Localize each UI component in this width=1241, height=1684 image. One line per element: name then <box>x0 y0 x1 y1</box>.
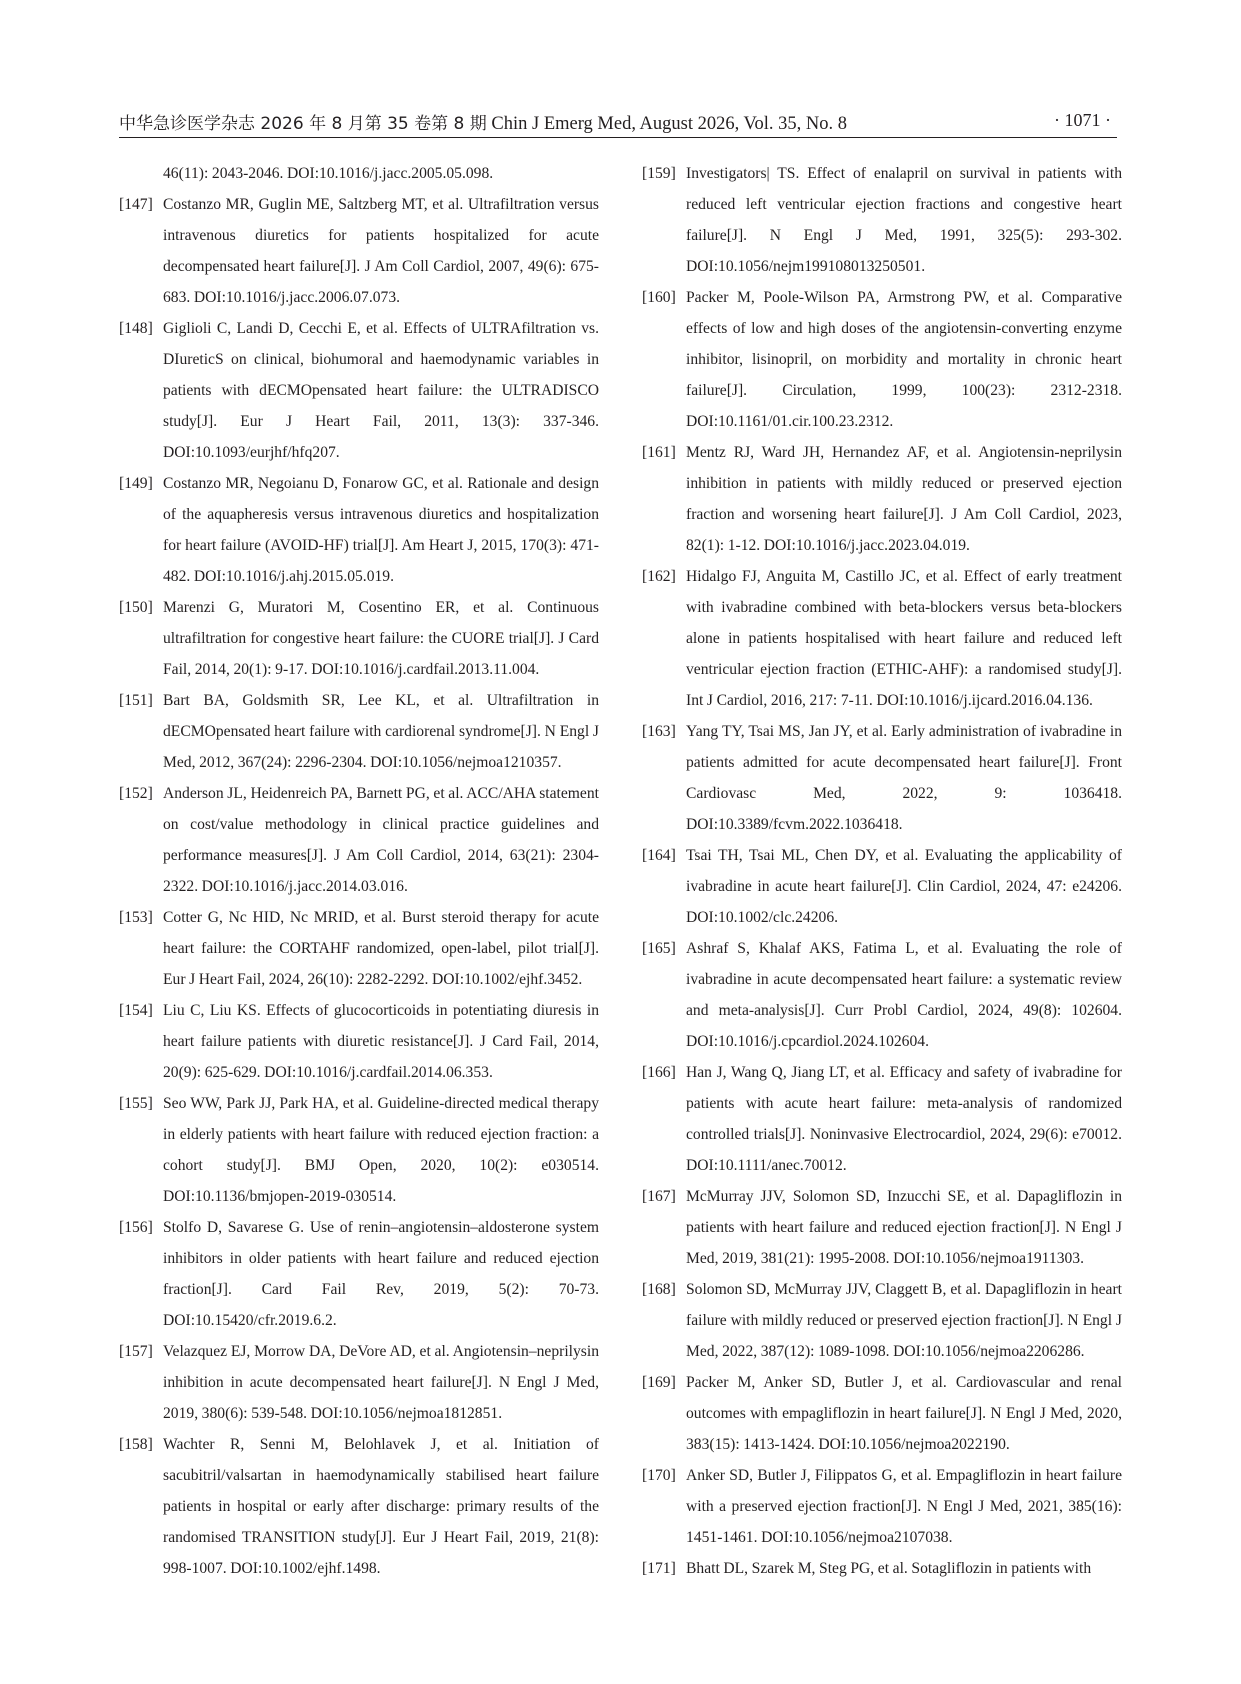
reference-number: [170] <box>642 1467 676 1484</box>
reference-number: [161] <box>642 444 676 461</box>
reference-entry <box>119 1336 599 1429</box>
references-right-column <box>642 158 1122 1584</box>
reference-entry <box>642 1460 1122 1553</box>
running-header <box>119 107 1117 138</box>
reference-entry <box>119 468 599 592</box>
reference-number: [152] <box>119 785 153 802</box>
reference-text: Costanzo MR, Guglin ME, Saltzberg MT, et al. Ultrafiltration versus intravenous diuretics for patients hospitalized for acute decompensated heart failure[J]. J Am Coll Cardiol, 2007, 49(6): 675-683. DOI:10.1016/j.jacc.2006.07.073. <box>163 196 599 306</box>
reference-number: [158] <box>119 1436 153 1453</box>
reference-text: Bhatt DL, Szarek M, Steg PG, et al. Sotagliflozin in patients with <box>686 1560 1092 1577</box>
reference-text: Packer M, Poole-Wilson PA, Armstrong PW, et al. Comparative effects of low and high doses of the angiotensin-converting enzyme inhibitor, lisinopril, on morbidity and mortality in chronic heart failure[J]. Circulation, 1999, 100(23): 2312-2318. DOI:10.1161/01.cir.100.23.2312. <box>686 289 1122 430</box>
reference-number: [163] <box>642 723 676 740</box>
reference-text: Mentz RJ, Ward JH, Hernandez AF, et al. Angiotensin-neprilysin inhibition in patients with mildly reduced or preserved ejection fraction and worsening heart failure[J]. J Am Coll Cardiol, 2023, 82(1): 1-12. DOI:10.1016/j.jacc.2023.04.019. <box>686 444 1122 554</box>
reference-text: Bart BA, Goldsmith SR, Lee KL, et al. Ultrafiltration in dECMOpensated heart failure with cardiorenal syndrome[J]. N Engl J Med, 2012, 367(24): 2296-2304. DOI:10.1056/nejmoa1210357. <box>163 692 599 771</box>
reference-number: [162] <box>642 568 676 585</box>
reference-entry <box>642 1367 1122 1460</box>
reference-text: Cotter G, Nc HID, Nc MRID, et al. Burst steroid therapy for acute heart failure: the CORTAHF randomized, open-label, pilot trial[J]. Eur J Heart Fail, 2024, 26(10): 2282-2292. DOI:10.1002/ejhf.3452. <box>163 909 599 988</box>
reference-entry <box>119 685 599 778</box>
reference-entry <box>119 995 599 1088</box>
reference-text: Liu C, Liu KS. Effects of glucocorticoids in potentiating diuresis in heart failure patients with diuretic resistance[J]. J Card Fail, 2014, 20(9): 625-629. DOI:10.1016/j.cardfail.2014.06.353. <box>163 1002 599 1081</box>
reference-text: Investigators| TS. Effect of enalapril on survival in patients with reduced left ventricular ejection fractions and congestive heart failure[J]. N Engl J Med, 1991, 325(5): 293-302. DOI:10.1056/nejm199108013250501. <box>686 165 1122 275</box>
reference-number: [166] <box>642 1064 676 1081</box>
reference-number: [156] <box>119 1219 153 1236</box>
reference-text: Solomon SD, McMurray JJV, Claggett B, et al. Dapagliflozin in heart failure with mildly reduced or preserved ejection fraction[J]. N Engl J Med, 2022, 387(12): 1089-1098. DOI:10.1056/nejmoa2206286. <box>686 1281 1122 1360</box>
reference-text: Tsai TH, Tsai ML, Chen DY, et al. Evaluating the applicability of ivabradine in acute heart failure[J]. Clin Cardiol, 2024, 47: e24206. DOI:10.1002/clc.24206. <box>686 847 1122 926</box>
reference-number: [153] <box>119 909 153 926</box>
reference-number: [169] <box>642 1374 676 1391</box>
reference-entry <box>119 1088 599 1212</box>
reference-text: Costanzo MR, Negoianu D, Fonarow GC, et al. Rationale and design of the aquapheresis versus intravenous diuretics and hospitalization for heart failure (AVOID-HF) trial[J]. Am Heart J, 2015, 170(3): 471-482. DOI:10.1016/j.ahj.2015.05.019. <box>163 475 599 585</box>
reference-text: Giglioli C, Landi D, Cecchi E, et al. Effects of ULTRAfiltration vs. DIureticS on clinical, biohumoral and haemodynamic variables in patients with dECMOpensated heart failure: the ULTRADISCO study[J]. Eur J Heart Fail, 2011, 13(3): 337-346. DOI:10.1093/eurjhf/hfq207. <box>163 320 599 461</box>
reference-entry <box>642 1274 1122 1367</box>
reference-entry <box>642 1057 1122 1181</box>
reference-entry <box>642 561 1122 716</box>
reference-number: [159] <box>642 165 676 182</box>
reference-text: Velazquez EJ, Morrow DA, DeVore AD, et al. Angiotensin–neprilysin inhibition in acute decompensated heart failure[J]. N Engl J Med, 2019, 380(6): 539-548. DOI:10.1056/nejmoa1812851. <box>163 1343 599 1422</box>
reference-entry <box>119 189 599 313</box>
journal-citation-cn: 中华急诊医学杂志 2026 年 8 月第 35 卷第 8 期 <box>119 114 487 134</box>
reference-entry <box>642 1553 1122 1584</box>
reference-text: Anker SD, Butler J, Filippatos G, et al. Empagliflozin in heart failure with a preserved ejection fraction[J]. N Engl J Med, 2021, 385(16): 1451-1461. DOI:10.1056/nejmoa2107038. <box>686 1467 1122 1546</box>
reference-text: Marenzi G, Muratori M, Cosentino ER, et al. Continuous ultrafiltration for congestive heart failure: the CUORE trial[J]. J Card Fail, 2014, 20(1): 9-17. DOI:10.1016/j.cardfail.2013.11.004. <box>163 599 599 678</box>
reference-entry <box>642 158 1122 282</box>
reference-text: McMurray JJV, Solomon SD, Inzucchi SE, et al. Dapagliflozin in patients with heart failure and reduced ejection fraction[J]. N Engl J Med, 2019, 381(21): 1995-2008. DOI:10.1056/nejmoa1911303. <box>686 1188 1122 1267</box>
reference-text: Anderson JL, Heidenreich PA, Barnett PG, et al. ACC/AHA statement on cost/value methodology in clinical practice guidelines and performance measures[J]. J Am Coll Cardiol, 2014, 63(21): 2304-2322. DOI:10.1016/j.jacc.2014.03.016. <box>163 785 599 895</box>
reference-text: Packer M, Anker SD, Butler J, et al. Cardiovascular and renal outcomes with empagliflozin in heart failure[J]. N Engl J Med, 2020, 383(15): 1413-1424. DOI:10.1056/nejmoa2022190. <box>686 1374 1122 1453</box>
reference-text: Han J, Wang Q, Jiang LT, et al. Efficacy and safety of ivabradine for patients with acute heart failure: meta-analysis of randomized controlled trials[J]. Noninvasive Electrocardiol, 2024, 29(6): e70012. DOI:10.1111/anec.70012. <box>686 1064 1122 1174</box>
reference-number: [157] <box>119 1343 153 1360</box>
reference-number: [164] <box>642 847 676 864</box>
reference-entry <box>119 902 599 995</box>
reference-number: [151] <box>119 692 153 709</box>
reference-entry <box>642 840 1122 933</box>
reference-number: [171] <box>642 1560 676 1577</box>
reference-entry <box>642 282 1122 437</box>
reference-entry <box>642 1181 1122 1274</box>
reference-entry <box>642 716 1122 840</box>
reference-number: [160] <box>642 289 676 306</box>
reference-text: Yang TY, Tsai MS, Jan JY, et al. Early administration of ivabradine in patients admitted for acute decompensated heart failure[J]. Front Cardiovasc Med, 2022, 9: 1036418. DOI:10.3389/fcvm.2022.1036418. <box>686 723 1122 833</box>
reference-number: [147] <box>119 196 153 213</box>
reference-entry <box>119 778 599 902</box>
reference-entry <box>119 1212 599 1336</box>
references-left-column <box>119 158 599 1584</box>
reference-text: Wachter R, Senni M, Belohlavek J, et al. Initiation of sacubitril/valsartan in haemodynamically stabilised heart failure patients in hospital or early after discharge: primary results of the randomised TRANSITION study[J]. Eur J Heart Fail, 2019, 21(8): 998-1007. DOI:10.1002/ejhf.1498. <box>163 1436 599 1577</box>
reference-number: [149] <box>119 475 153 492</box>
journal-citation <box>119 109 847 135</box>
reference-entry <box>642 933 1122 1057</box>
reference-continuation <box>119 158 599 189</box>
reference-entry <box>119 1429 599 1584</box>
reference-text: Ashraf S, Khalaf AKS, Fatima L, et al. Evaluating the role of ivabradine in acute decompensated heart failure: a systematic review and meta-analysis[J]. Curr Probl Cardiol, 2024, 49(8): 102604. DOI:10.1016/j.cpcardiol.2024.102604. <box>686 940 1122 1050</box>
journal-citation-en: Chin J Emerg Med, August 2026, Vol. 35, No. 8 <box>491 114 848 134</box>
reference-entry <box>119 313 599 468</box>
reference-text: Hidalgo FJ, Anguita M, Castillo JC, et al. Effect of early treatment with ivabradine combined with beta-blockers versus beta-blockers alone in patients hospitalised with heart failure and reduced left ventricular ejection fraction (ETHIC-AHF): a randomised study[J]. Int J Cardiol, 2016, 217: 7-11. DOI:10.1016/j.ijcard.2016.04.136. <box>686 568 1122 709</box>
page-number: · 1071 · <box>1054 110 1111 130</box>
reference-number: [168] <box>642 1281 676 1298</box>
reference-number: [148] <box>119 320 153 337</box>
reference-text: Stolfo D, Savarese G. Use of renin–angiotensin–aldosterone system inhibitors in older patients with heart failure and reduced ejection fraction[J]. Card Fail Rev, 2019, 5(2): 70-73. DOI:10.15420/cfr.2019.6.2. <box>163 1219 599 1329</box>
reference-number: [165] <box>642 940 676 957</box>
reference-entry <box>119 592 599 685</box>
reference-number: [167] <box>642 1188 676 1205</box>
reference-number: [155] <box>119 1095 153 1112</box>
reference-entry <box>642 437 1122 561</box>
reference-number: [154] <box>119 1002 153 1019</box>
reference-text: 46(11): 2043-2046. DOI:10.1016/j.jacc.2005.05.098. <box>163 165 494 182</box>
reference-text: Seo WW, Park JJ, Park HA, et al. Guideline-directed medical therapy in elderly patients with heart failure with reduced ejection fraction: a cohort study[J]. BMJ Open, 2020, 10(2): e030514. DOI:10.1136/bmjopen-2019-030514. <box>163 1095 599 1205</box>
reference-number: [150] <box>119 599 153 616</box>
